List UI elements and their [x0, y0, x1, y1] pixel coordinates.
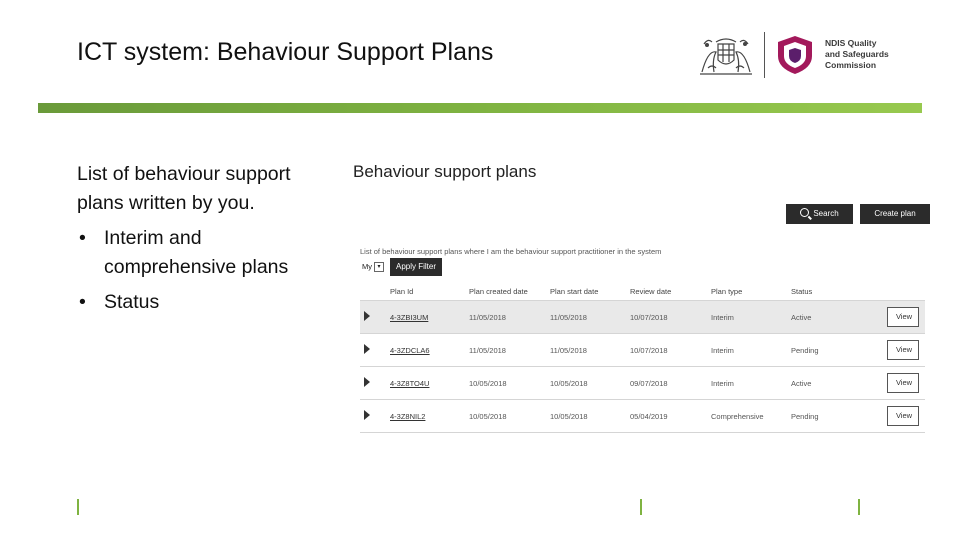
app-screenshot — [350, 155, 935, 455]
expand-row-toggle[interactable] — [360, 301, 390, 334]
plan-status: Pending — [791, 334, 887, 367]
plan-status: Active — [791, 301, 887, 334]
plan-type: Interim — [711, 301, 791, 334]
plan-start-date: 11/05/2018 — [550, 334, 630, 367]
action-cell — [887, 334, 925, 367]
caret-right-icon — [364, 377, 370, 387]
description-panel — [77, 160, 337, 323]
plan-created-date: 10/05/2018 — [469, 400, 550, 433]
table-row[interactable] — [360, 334, 925, 367]
ndis-wordmark — [825, 38, 889, 71]
description-bullets — [77, 224, 337, 317]
view-button[interactable]: View — [887, 406, 919, 426]
column-header: Plan created date — [469, 282, 550, 301]
coat-of-arms-logo — [694, 34, 758, 78]
search-button[interactable] — [786, 204, 853, 224]
review-date: 09/07/2018 — [630, 367, 711, 400]
view-button[interactable]: View — [887, 373, 919, 393]
ownership-filter-select[interactable] — [362, 260, 386, 274]
create-plan-button[interactable]: Create plan — [860, 204, 930, 224]
app-page-heading: Behaviour support plans — [353, 162, 537, 181]
review-date: 10/07/2018 — [630, 334, 711, 367]
column-header: Plan Id — [390, 282, 469, 301]
ndis-wordmark-line: Commission — [825, 60, 877, 70]
table-row[interactable] — [360, 400, 925, 433]
footer-marker — [858, 499, 860, 515]
plan-created-date: 11/05/2018 — [469, 301, 550, 334]
view-button[interactable]: View — [887, 340, 919, 360]
table-row[interactable] — [360, 301, 925, 334]
review-date: 05/04/2019 — [630, 400, 711, 433]
action-cell — [887, 400, 925, 433]
table-row[interactable] — [360, 367, 925, 400]
expand-row-toggle[interactable] — [360, 334, 390, 367]
ndis-wordmark-line: and Safeguards — [825, 49, 889, 59]
action-cell — [887, 367, 925, 400]
search-button-label: Search — [813, 209, 839, 218]
plan-id-link[interactable]: 4-3Z8TO4U — [390, 367, 469, 400]
header-logos — [692, 30, 912, 82]
ndis-wordmark-line: NDIS Quality — [825, 38, 877, 48]
column-header: Plan type — [711, 282, 791, 301]
expand-column-header — [360, 282, 390, 301]
search-icon — [800, 208, 809, 217]
bullet-item: • Interim and comprehensive plans — [77, 224, 337, 282]
plan-id-link[interactable]: 4-3ZBI3UM — [390, 301, 469, 334]
apply-filter-button[interactable]: Apply Filter — [390, 258, 442, 276]
plan-type: Interim — [711, 334, 791, 367]
table-description: List of behaviour support plans where I am the behaviour support practitioner in the system — [360, 247, 662, 256]
column-header: Plan start date — [550, 282, 630, 301]
plan-start-date: 10/05/2018 — [550, 367, 630, 400]
chevron-down-icon: ▾ — [374, 262, 384, 272]
footer-marker — [77, 499, 79, 515]
column-header: Review date — [630, 282, 711, 301]
description-lead: List of behaviour support plans written by you. — [77, 163, 291, 214]
expand-row-toggle[interactable] — [360, 367, 390, 400]
caret-right-icon — [364, 410, 370, 420]
column-header: Status — [791, 282, 887, 301]
plan-status: Active — [791, 367, 887, 400]
plan-id-link[interactable]: 4-3ZDCLA6 — [390, 334, 469, 367]
header-accent-bar — [38, 103, 922, 113]
plan-created-date: 11/05/2018 — [469, 334, 550, 367]
plan-start-date: 10/05/2018 — [550, 400, 630, 433]
logo-divider — [764, 32, 765, 78]
plan-id-link[interactable]: 4-3Z8NIL2 — [390, 400, 469, 433]
caret-right-icon — [364, 344, 370, 354]
plan-status: Pending — [791, 400, 887, 433]
bullet-item: • Status — [77, 288, 337, 317]
caret-right-icon — [364, 311, 370, 321]
review-date: 10/07/2018 — [630, 301, 711, 334]
ndis-shield-logo — [774, 34, 816, 76]
plan-created-date: 10/05/2018 — [469, 367, 550, 400]
filter-select-value: My — [362, 262, 372, 271]
plan-type: Comprehensive — [711, 400, 791, 433]
action-cell — [887, 301, 925, 334]
plan-type: Interim — [711, 367, 791, 400]
expand-row-toggle[interactable] — [360, 400, 390, 433]
table-header-row — [360, 282, 925, 301]
plans-table — [360, 282, 925, 433]
slide-title: ICT system: Behaviour Support Plans — [77, 38, 494, 66]
action-column-header — [887, 282, 925, 301]
view-button[interactable]: View — [887, 307, 919, 327]
plan-start-date: 11/05/2018 — [550, 301, 630, 334]
footer-marker — [640, 499, 642, 515]
